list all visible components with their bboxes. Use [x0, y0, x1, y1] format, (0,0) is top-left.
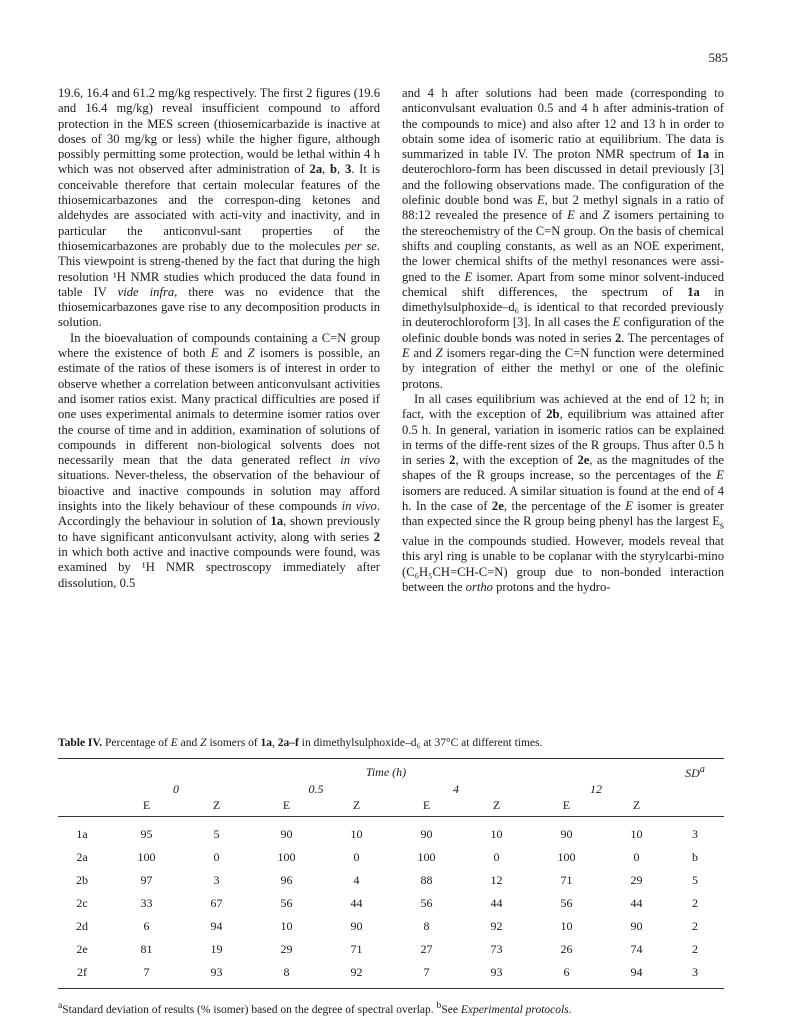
table-cell: 56	[420, 895, 433, 910]
paragraph: 19.6, 16.4 and 61.2 mg/kg respectively. The first 2 figures (19.6 and 16.4 mg/kg) reveal insufficient compound to afford protection in the MES screen (thiosemicarbazide is inactive at doses of 30 mg/kg or less) while the higher figure, although possibly permitting some protection, would be lethal within 4 h which was not observed after administration of 2a, b, 3. It is conceivable therefore that certain molecular features of the thiosemicarbazones and the correspon-ding ketones and aldehydes are associated with acti-vity and inactivity, and in particular the anticonvul-sant properties of the thiosemicarbazones are probably due to the molecules per se. This viewpoint is streng-thened by the fact that during the high resolution ¹H NMR studies which produced the data found in table IV vide infra, there was no evidence that the thiosemicarbazones gave rise to any decomposition products in solution.	[58, 86, 381, 330]
table-cell: 100	[557, 849, 576, 864]
table-row	[58, 868, 724, 891]
table-cell: 4	[353, 872, 360, 887]
sd-cell: 2	[692, 918, 698, 933]
compound-label: 2a	[76, 849, 88, 864]
paragraph: and 4 h after solutions had been made (corresponding to anticonvulsant evaluation 0.5 and 4 h after adminis-tration of the compounds to mice) and also after 12 and 13 h in order to obtain some idea of isomeric ratio at equilibrium. The data is summarized in table IV. The proton NMR spectrum of 1a in deuterochloro-form has been discussed in detail previously [3] and the following observations made. The configuration of the olefinic double bond was E, but 2 methyl signals in a ratio of 88:12 revealed the presence of E and Z isomers pertaining to the stereochemistry of the C=N group. On the basis of chemical shifts and coupling constants, as well as an NOE experiment, the lower chemical shifts of the methyl resonances were assi-gned to the E isomer. Apart from some minor solvent-induced chemical shift differences, the spectrum of 1a in dimethylsulphoxide–d₆ is identical to that recorded previously in deuterochloroform [3]. In all cases the E configuration of the olefinic double bonds was noted in series 2. The percentages of E and Z isomers regar-ding the C=N function were determined by integration of either the methyl or one of the olefinic protons.	[402, 86, 725, 391]
table-row	[58, 817, 724, 846]
table-cell: 7	[386, 960, 467, 989]
table-cell: 6	[143, 918, 150, 933]
table-cell: 90	[350, 918, 363, 933]
table-cell: 88	[420, 872, 433, 887]
table-block	[58, 736, 724, 1028]
table-cell: 5	[213, 826, 220, 841]
sd-cell: 2	[692, 895, 698, 910]
isomer-table	[58, 758, 724, 989]
time-value: 0	[172, 782, 179, 796]
table-cell: 27	[420, 941, 433, 956]
table-footnote: $^a$Standard deviation of results (% isomer) based on the degree of spectral overlap. $^b$See Experimental protocols.	[58, 1000, 572, 1016]
table-cell: 6	[526, 960, 607, 989]
table-row	[58, 891, 724, 914]
compound-label: 2b	[76, 872, 88, 887]
isomer-label: E	[106, 797, 187, 817]
time-value: 0.5	[308, 782, 324, 796]
table-cell: 74	[630, 941, 643, 956]
table-cell: 10	[490, 826, 503, 841]
time-label: Time (h)	[106, 759, 666, 782]
left-column	[58, 86, 380, 595]
table-cell: 92	[490, 918, 503, 933]
table-row	[58, 845, 724, 868]
table-cell: 29	[630, 872, 643, 887]
right-column	[402, 86, 724, 595]
time-header-row	[58, 759, 724, 782]
sd-cell: 3	[666, 960, 724, 989]
table-cell: 33	[140, 895, 153, 910]
paragraph: In all cases equilibrium was achieved at the end of 12 h; in fact, with the exception of 2b, equilibrium was attained after 0.5 h. In general, variation in isomeric ratios can be explained in terms of the diffe-rent sizes of the R groups. Thus after 0.5 h in series 2, with the exception of 2e, as the magnitudes of the shapes of the R groups increase, so the percentages of the E isomers are reduced. A similar situation is found at the end of 4 h. In the case of 2e, the percentage of the E isomer is greater than expected since the R group being phenyl has the largest $E_s$ value in the compounds studied. However, models reveal that this aryl ring is unable to be coplanar with the styrylcarbi-mino (C₆H₅CH=CH-C=N) group due to non-bonded interaction between the ortho protons and the hydro-	[402, 391, 724, 595]
isomer-label: E	[526, 797, 607, 817]
table-cell: 0	[353, 849, 360, 864]
isomer-label: E	[386, 797, 467, 817]
table-cell: 71	[560, 872, 573, 887]
table-cell: 81	[140, 941, 153, 956]
table-cell: 0	[213, 849, 220, 864]
compound-label: 2f	[58, 960, 106, 989]
compound-label: 1a	[76, 826, 88, 841]
compound-label: 2e	[76, 941, 88, 956]
table-row	[58, 960, 724, 989]
isomer-header-row	[58, 797, 724, 817]
table-cell: 26	[560, 941, 573, 956]
table-cell: 73	[490, 941, 503, 956]
paragraph: In the bioevaluation of compounds containing a C=N group where the existence of both E and Z isomers is possible, an estimate of the ratios of these isomers is of interest in order to observe whether a correlation between anticonvulsant activities and isomer ratios exist. Many practical difficulties are posed if one uses experimental animals to determine isomer ratios over the course of time and in addition, examination of solutions of compounds in different non-biological solvents does not necessarily mean that the data generated reflect in vivo situations. Never-theless, the observation of the behaviour of bioactive and inactive compounds in solution may afford insights into the likely behaviour of these compounds in vivo. Accordingly the behaviour in solution of 1a, shown previously to have significant anticonvulsant activity, along with series 2 in which both active and inactive compounds were found, was examined by ¹H NMR spectroscopy immediately after dissolution, 0.5	[58, 330, 380, 590]
table-cell: 97	[140, 872, 153, 887]
table-cell: 29	[280, 941, 293, 956]
table-cell: 90	[560, 826, 573, 841]
page-number: 585	[708, 50, 728, 65]
table-cell: 94	[210, 918, 223, 933]
table-cell: 10	[630, 826, 643, 841]
table-body	[58, 817, 724, 989]
table-cell: 0	[633, 849, 640, 864]
table-cell: 10	[280, 918, 293, 933]
table-cell: 71	[350, 941, 363, 956]
body-columns	[58, 86, 724, 595]
table-cell: 8	[423, 918, 430, 933]
table-row	[58, 937, 724, 960]
time-value: 4	[452, 782, 459, 796]
sd-cell: b	[692, 849, 698, 864]
compound-label: 2c	[76, 895, 88, 910]
table-cell: 90	[280, 826, 293, 841]
table-cell: 19	[210, 941, 223, 956]
table-cell: 100	[417, 849, 436, 864]
table-cell: 56	[280, 895, 293, 910]
table-cell: 67	[210, 895, 223, 910]
table-cell: 8	[246, 960, 327, 989]
compound-label: 2d	[76, 918, 88, 933]
table-cell: 95	[140, 826, 153, 841]
table-cell: 93	[467, 960, 526, 989]
table-cell: 92	[327, 960, 386, 989]
table-cell: 100	[137, 849, 156, 864]
isomer-label: Z	[327, 797, 386, 817]
time-values-row	[58, 781, 724, 797]
table-cell: 0	[493, 849, 500, 864]
time-value: 12	[589, 782, 602, 796]
sd-cell: 3	[692, 826, 698, 841]
isomer-label: Z	[187, 797, 246, 817]
table-cell: 7	[106, 960, 187, 989]
isomer-label: Z	[467, 797, 526, 817]
sd-cell: 2	[692, 941, 698, 956]
isomer-label: E	[246, 797, 327, 817]
table-cell: 10	[560, 918, 573, 933]
table-cell: 93	[187, 960, 246, 989]
table-cell: 100	[277, 849, 296, 864]
isomer-label: Z	[607, 797, 666, 817]
sd-label: $SD^a$	[666, 759, 724, 782]
table-cell: 44	[490, 895, 503, 910]
table-cell: 96	[280, 872, 293, 887]
table-cell: 56	[560, 895, 573, 910]
table-cell: 44	[350, 895, 363, 910]
sd-cell: 5	[692, 872, 698, 887]
table-cell: 90	[420, 826, 433, 841]
table-cell: 90	[630, 918, 643, 933]
table-cell: 12	[490, 872, 503, 887]
table-cell: 44	[630, 895, 643, 910]
table-cell: 3	[213, 872, 220, 887]
table-row	[58, 914, 724, 937]
table-cell: 10	[350, 826, 363, 841]
table-cell: 94	[607, 960, 666, 989]
table-caption: Table IV. Percentage of E and Z isomers of 1a, 2a–f in dimethylsulphoxide–d₆ at 37°C at different times.	[58, 737, 543, 749]
